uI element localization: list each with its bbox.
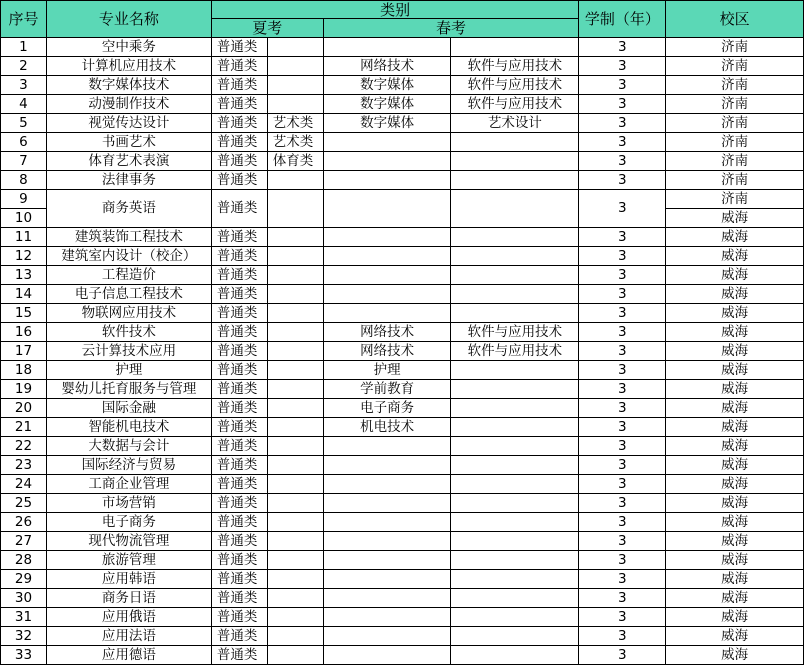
- spring-category-2-cell: [451, 228, 579, 247]
- row-index-cell: 13: [1, 266, 47, 285]
- summer-category-cell: 普通类: [211, 380, 267, 399]
- spring-category-2-cell: [451, 627, 579, 646]
- summer-category-2-cell: [267, 551, 323, 570]
- spring-category-2-cell: 软件与应用技术: [451, 342, 579, 361]
- major-name-cell: 书画艺术: [46, 133, 211, 152]
- summer-category-2-cell: [267, 266, 323, 285]
- summer-category-2-cell: [267, 228, 323, 247]
- table-row: [1, 57, 804, 76]
- table-row: [1, 494, 804, 513]
- years-cell: 3: [579, 551, 666, 570]
- spring-category-2-cell: [451, 513, 579, 532]
- row-index-cell: 11: [1, 228, 47, 247]
- summer-category-cell: 普通类: [211, 304, 267, 323]
- spring-category-2-cell: [451, 247, 579, 266]
- summer-category-2-cell: [267, 285, 323, 304]
- spring-category-cell: [323, 475, 451, 494]
- major-name-cell: 工商企业管理: [46, 475, 211, 494]
- years-cell: 3: [579, 589, 666, 608]
- summer-category-2-cell: [267, 38, 323, 57]
- major-name-cell: 应用韩语: [46, 570, 211, 589]
- years-cell: 3: [579, 646, 666, 665]
- summer-category-2-cell: [267, 589, 323, 608]
- table-body: [1, 38, 804, 665]
- spring-category-cell: 学前教育: [323, 380, 451, 399]
- summer-category-2-cell: [267, 380, 323, 399]
- table-row: [1, 456, 804, 475]
- spring-category-cell: 网络技术: [323, 342, 451, 361]
- campus-cell: 威海: [666, 627, 804, 646]
- years-cell: 3: [579, 190, 666, 228]
- major-name-cell: 法律事务: [46, 171, 211, 190]
- major-name-cell: 软件技术: [46, 323, 211, 342]
- campus-cell: 济南: [666, 76, 804, 95]
- major-name-cell: 建筑室内设计（校企）: [46, 247, 211, 266]
- spring-category-cell: 数字媒体: [323, 114, 451, 133]
- spring-category-cell: [323, 570, 451, 589]
- row-index-cell: 23: [1, 456, 47, 475]
- spring-category-cell: [323, 266, 451, 285]
- major-name-cell: 数字媒体技术: [46, 76, 211, 95]
- major-name-cell: 国际经济与贸易: [46, 456, 211, 475]
- summer-category-2-cell: [267, 437, 323, 456]
- summer-category-2-cell: 艺术类: [267, 133, 323, 152]
- years-cell: 3: [579, 57, 666, 76]
- campus-cell: 威海: [666, 570, 804, 589]
- campus-cell: 威海: [666, 551, 804, 570]
- spring-category-2-cell: [451, 380, 579, 399]
- row-index-cell: 5: [1, 114, 47, 133]
- years-cell: 3: [579, 399, 666, 418]
- summer-category-2-cell: 艺术类: [267, 114, 323, 133]
- table-row: [1, 38, 804, 57]
- summer-category-cell: 普通类: [211, 133, 267, 152]
- campus-cell: 威海: [666, 418, 804, 437]
- summer-category-cell: 普通类: [211, 323, 267, 342]
- major-name-cell: 旅游管理: [46, 551, 211, 570]
- years-cell: 3: [579, 76, 666, 95]
- header-campus: 校区: [666, 1, 804, 38]
- spring-category-cell: 数字媒体: [323, 95, 451, 114]
- table-row: [1, 323, 804, 342]
- years-cell: 3: [579, 456, 666, 475]
- header-major: 专业名称: [46, 1, 211, 38]
- spring-category-2-cell: 软件与应用技术: [451, 323, 579, 342]
- summer-category-2-cell: [267, 456, 323, 475]
- campus-cell: 济南: [666, 152, 804, 171]
- campus-cell: 济南: [666, 114, 804, 133]
- spring-category-2-cell: [451, 171, 579, 190]
- spring-category-cell: [323, 247, 451, 266]
- summer-category-cell: 普通类: [211, 342, 267, 361]
- row-index-cell: 25: [1, 494, 47, 513]
- major-name-cell: 护理: [46, 361, 211, 380]
- table-row: [1, 304, 804, 323]
- row-index-cell: 22: [1, 437, 47, 456]
- spring-category-cell: [323, 133, 451, 152]
- summer-category-cell: 普通类: [211, 285, 267, 304]
- years-cell: 3: [579, 171, 666, 190]
- spring-category-2-cell: [451, 589, 579, 608]
- spring-category-2-cell: [451, 437, 579, 456]
- summer-category-cell: 普通类: [211, 190, 267, 228]
- row-index-cell: 26: [1, 513, 47, 532]
- header-summer: 夏考: [211, 19, 323, 38]
- campus-cell: 威海: [666, 494, 804, 513]
- major-name-cell: 应用俄语: [46, 608, 211, 627]
- summer-category-2-cell: [267, 570, 323, 589]
- major-name-cell: 体育艺术表演: [46, 152, 211, 171]
- summer-category-2-cell: [267, 247, 323, 266]
- spring-category-2-cell: [451, 399, 579, 418]
- table-row: [1, 646, 804, 665]
- table-row: [1, 627, 804, 646]
- summer-category-cell: 普通类: [211, 646, 267, 665]
- summer-category-cell: 普通类: [211, 494, 267, 513]
- table-row: [1, 437, 804, 456]
- table-row: [1, 418, 804, 437]
- campus-cell: 威海: [666, 266, 804, 285]
- summer-category-cell: 普通类: [211, 76, 267, 95]
- summer-category-cell: 普通类: [211, 57, 267, 76]
- spring-category-cell: [323, 456, 451, 475]
- row-index-cell: 29: [1, 570, 47, 589]
- summer-category-cell: 普通类: [211, 114, 267, 133]
- spring-category-2-cell: 艺术设计: [451, 114, 579, 133]
- spring-category-2-cell: [451, 418, 579, 437]
- spring-category-2-cell: 软件与应用技术: [451, 57, 579, 76]
- campus-cell: 威海: [666, 456, 804, 475]
- table-row: [1, 152, 804, 171]
- row-index-cell: 9: [1, 190, 47, 209]
- campus-cell: 威海: [666, 304, 804, 323]
- years-cell: 3: [579, 418, 666, 437]
- header-years: 学制（年）: [579, 1, 666, 38]
- spring-category-cell: [323, 513, 451, 532]
- row-index-cell: 4: [1, 95, 47, 114]
- table-row: [1, 95, 804, 114]
- years-cell: 3: [579, 38, 666, 57]
- spring-category-cell: [323, 532, 451, 551]
- major-name-cell: 大数据与会计: [46, 437, 211, 456]
- spring-category-2-cell: [451, 608, 579, 627]
- years-cell: 3: [579, 380, 666, 399]
- major-name-cell: 应用法语: [46, 627, 211, 646]
- spring-category-cell: 网络技术: [323, 323, 451, 342]
- major-name-cell: 现代物流管理: [46, 532, 211, 551]
- summer-category-cell: 普通类: [211, 456, 267, 475]
- spring-category-2-cell: [451, 361, 579, 380]
- row-index-cell: 24: [1, 475, 47, 494]
- campus-cell: 济南: [666, 95, 804, 114]
- spring-category-cell: [323, 228, 451, 247]
- campus-cell: 威海: [666, 437, 804, 456]
- years-cell: 3: [579, 114, 666, 133]
- spring-category-cell: [323, 627, 451, 646]
- summer-category-2-cell: [267, 513, 323, 532]
- spring-category-2-cell: [451, 304, 579, 323]
- summer-category-2-cell: [267, 190, 323, 228]
- summer-category-2-cell: [267, 475, 323, 494]
- spring-category-cell: [323, 285, 451, 304]
- row-index-cell: 6: [1, 133, 47, 152]
- summer-category-2-cell: [267, 399, 323, 418]
- major-name-cell: 市场营销: [46, 494, 211, 513]
- table-row: [1, 228, 804, 247]
- row-index-cell: 31: [1, 608, 47, 627]
- table-row: [1, 589, 804, 608]
- summer-category-cell: 普通类: [211, 418, 267, 437]
- spring-category-2-cell: [451, 133, 579, 152]
- table-row: [1, 399, 804, 418]
- table-row: [1, 285, 804, 304]
- years-cell: 3: [579, 95, 666, 114]
- summer-category-2-cell: [267, 323, 323, 342]
- spring-category-2-cell: [451, 38, 579, 57]
- campus-cell: 威海: [666, 342, 804, 361]
- spring-category-cell: 护理: [323, 361, 451, 380]
- spring-category-2-cell: [451, 570, 579, 589]
- table-row: [1, 266, 804, 285]
- table-row: [1, 380, 804, 399]
- header-index: 序号: [1, 1, 47, 38]
- major-name-cell: 商务英语: [46, 190, 211, 228]
- major-name-cell: 电子商务: [46, 513, 211, 532]
- row-index-cell: 2: [1, 57, 47, 76]
- table-row: [1, 190, 804, 209]
- campus-cell: 威海: [666, 646, 804, 665]
- table-row: [1, 76, 804, 95]
- spring-category-2-cell: [451, 285, 579, 304]
- table-row: [1, 475, 804, 494]
- header-spring: 春考: [323, 19, 579, 38]
- summer-category-2-cell: [267, 361, 323, 380]
- table-row: [1, 133, 804, 152]
- summer-category-2-cell: [267, 57, 323, 76]
- major-name-cell: 物联网应用技术: [46, 304, 211, 323]
- summer-category-2-cell: [267, 418, 323, 437]
- major-name-cell: 计算机应用技术: [46, 57, 211, 76]
- years-cell: 3: [579, 133, 666, 152]
- summer-category-2-cell: [267, 95, 323, 114]
- major-name-cell: 电子信息工程技术: [46, 285, 211, 304]
- major-name-cell: 动漫制作技术: [46, 95, 211, 114]
- row-index-cell: 18: [1, 361, 47, 380]
- summer-category-cell: 普通类: [211, 475, 267, 494]
- campus-cell: 威海: [666, 513, 804, 532]
- years-cell: 3: [579, 437, 666, 456]
- spring-category-cell: 网络技术: [323, 57, 451, 76]
- table-row: [1, 551, 804, 570]
- table-row: [1, 570, 804, 589]
- summer-category-2-cell: [267, 627, 323, 646]
- years-cell: 3: [579, 323, 666, 342]
- summer-category-cell: 普通类: [211, 437, 267, 456]
- major-name-cell: 商务日语: [46, 589, 211, 608]
- spring-category-2-cell: [451, 532, 579, 551]
- summer-category-cell: 普通类: [211, 608, 267, 627]
- spring-category-2-cell: [451, 190, 579, 228]
- table-row: [1, 361, 804, 380]
- campus-cell: 威海: [666, 380, 804, 399]
- campus-cell: 威海: [666, 228, 804, 247]
- summer-category-cell: 普通类: [211, 228, 267, 247]
- major-name-cell: 应用德语: [46, 646, 211, 665]
- summer-category-2-cell: [267, 304, 323, 323]
- row-index-cell: 32: [1, 627, 47, 646]
- summer-category-cell: 普通类: [211, 266, 267, 285]
- major-name-cell: 工程造价: [46, 266, 211, 285]
- campus-cell: 威海: [666, 399, 804, 418]
- campus-cell: 济南: [666, 190, 804, 209]
- campus-cell: 威海: [666, 209, 804, 228]
- spring-category-2-cell: 软件与应用技术: [451, 76, 579, 95]
- row-index-cell: 8: [1, 171, 47, 190]
- summer-category-2-cell: [267, 646, 323, 665]
- years-cell: 3: [579, 266, 666, 285]
- major-name-cell: 国际金融: [46, 399, 211, 418]
- spring-category-cell: [323, 646, 451, 665]
- campus-cell: 威海: [666, 532, 804, 551]
- years-cell: 3: [579, 494, 666, 513]
- campus-cell: 威海: [666, 285, 804, 304]
- years-cell: 3: [579, 608, 666, 627]
- summer-category-cell: 普通类: [211, 532, 267, 551]
- row-index-cell: 1: [1, 38, 47, 57]
- header-category: 类别: [211, 1, 579, 19]
- years-cell: 3: [579, 627, 666, 646]
- spring-category-cell: [323, 171, 451, 190]
- spring-category-2-cell: [451, 456, 579, 475]
- summer-category-cell: 普通类: [211, 627, 267, 646]
- table-row: [1, 532, 804, 551]
- spring-category-2-cell: [451, 551, 579, 570]
- spring-category-cell: [323, 304, 451, 323]
- years-cell: 3: [579, 361, 666, 380]
- row-index-cell: 20: [1, 399, 47, 418]
- spring-category-cell: [323, 152, 451, 171]
- summer-category-2-cell: [267, 171, 323, 190]
- campus-cell: 威海: [666, 361, 804, 380]
- spring-category-cell: [323, 494, 451, 513]
- campus-cell: 济南: [666, 171, 804, 190]
- years-cell: 3: [579, 532, 666, 551]
- row-index-cell: 10: [1, 209, 47, 228]
- campus-cell: 威海: [666, 589, 804, 608]
- summer-category-cell: 普通类: [211, 551, 267, 570]
- campus-cell: 威海: [666, 323, 804, 342]
- years-cell: 3: [579, 228, 666, 247]
- campus-cell: 济南: [666, 38, 804, 57]
- row-index-cell: 21: [1, 418, 47, 437]
- years-cell: 3: [579, 570, 666, 589]
- major-name-cell: 智能机电技术: [46, 418, 211, 437]
- spring-category-cell: [323, 38, 451, 57]
- row-index-cell: 30: [1, 589, 47, 608]
- spring-category-cell: [323, 589, 451, 608]
- spring-category-2-cell: [451, 475, 579, 494]
- spring-category-cell: [323, 437, 451, 456]
- major-name-cell: 婴幼儿托育服务与管理: [46, 380, 211, 399]
- row-index-cell: 27: [1, 532, 47, 551]
- spring-category-cell: [323, 551, 451, 570]
- summer-category-cell: 普通类: [211, 361, 267, 380]
- campus-cell: 威海: [666, 475, 804, 494]
- summer-category-2-cell: [267, 76, 323, 95]
- major-name-cell: 视觉传达设计: [46, 114, 211, 133]
- table-row: [1, 342, 804, 361]
- spring-category-2-cell: [451, 152, 579, 171]
- table-row: [1, 513, 804, 532]
- spring-category-2-cell: 软件与应用技术: [451, 95, 579, 114]
- spring-category-cell: [323, 190, 451, 228]
- summer-category-2-cell: 体育类: [267, 152, 323, 171]
- row-index-cell: 12: [1, 247, 47, 266]
- table-row: [1, 171, 804, 190]
- summer-category-cell: 普通类: [211, 171, 267, 190]
- summer-category-2-cell: [267, 494, 323, 513]
- row-index-cell: 7: [1, 152, 47, 171]
- summer-category-cell: 普通类: [211, 570, 267, 589]
- summer-category-cell: 普通类: [211, 513, 267, 532]
- major-name-cell: 云计算技术应用: [46, 342, 211, 361]
- row-index-cell: 28: [1, 551, 47, 570]
- years-cell: 3: [579, 304, 666, 323]
- row-index-cell: 15: [1, 304, 47, 323]
- row-index-cell: 33: [1, 646, 47, 665]
- row-index-cell: 3: [1, 76, 47, 95]
- row-index-cell: 14: [1, 285, 47, 304]
- major-name-cell: 空中乘务: [46, 38, 211, 57]
- years-cell: 3: [579, 247, 666, 266]
- summer-category-2-cell: [267, 342, 323, 361]
- years-cell: 3: [579, 342, 666, 361]
- summer-category-cell: 普通类: [211, 399, 267, 418]
- row-index-cell: 17: [1, 342, 47, 361]
- spring-category-cell: 数字媒体: [323, 76, 451, 95]
- summer-category-cell: 普通类: [211, 38, 267, 57]
- summer-category-cell: 普通类: [211, 95, 267, 114]
- table-row: [1, 247, 804, 266]
- spring-category-2-cell: [451, 646, 579, 665]
- spring-category-cell: [323, 608, 451, 627]
- years-cell: 3: [579, 475, 666, 494]
- campus-cell: 济南: [666, 57, 804, 76]
- spring-category-2-cell: [451, 494, 579, 513]
- row-index-cell: 16: [1, 323, 47, 342]
- summer-category-cell: 普通类: [211, 589, 267, 608]
- campus-cell: 威海: [666, 247, 804, 266]
- campus-cell: 威海: [666, 608, 804, 627]
- table-row: [1, 114, 804, 133]
- years-cell: 3: [579, 152, 666, 171]
- campus-cell: 济南: [666, 133, 804, 152]
- summer-category-cell: 普通类: [211, 247, 267, 266]
- table-row: [1, 608, 804, 627]
- years-cell: 3: [579, 513, 666, 532]
- summer-category-2-cell: [267, 532, 323, 551]
- summer-category-2-cell: [267, 608, 323, 627]
- major-name-cell: 建筑装饰工程技术: [46, 228, 211, 247]
- years-cell: 3: [579, 285, 666, 304]
- spring-category-cell: 电子商务: [323, 399, 451, 418]
- spring-category-2-cell: [451, 266, 579, 285]
- spring-category-cell: 机电技术: [323, 418, 451, 437]
- summer-category-cell: 普通类: [211, 152, 267, 171]
- row-index-cell: 19: [1, 380, 47, 399]
